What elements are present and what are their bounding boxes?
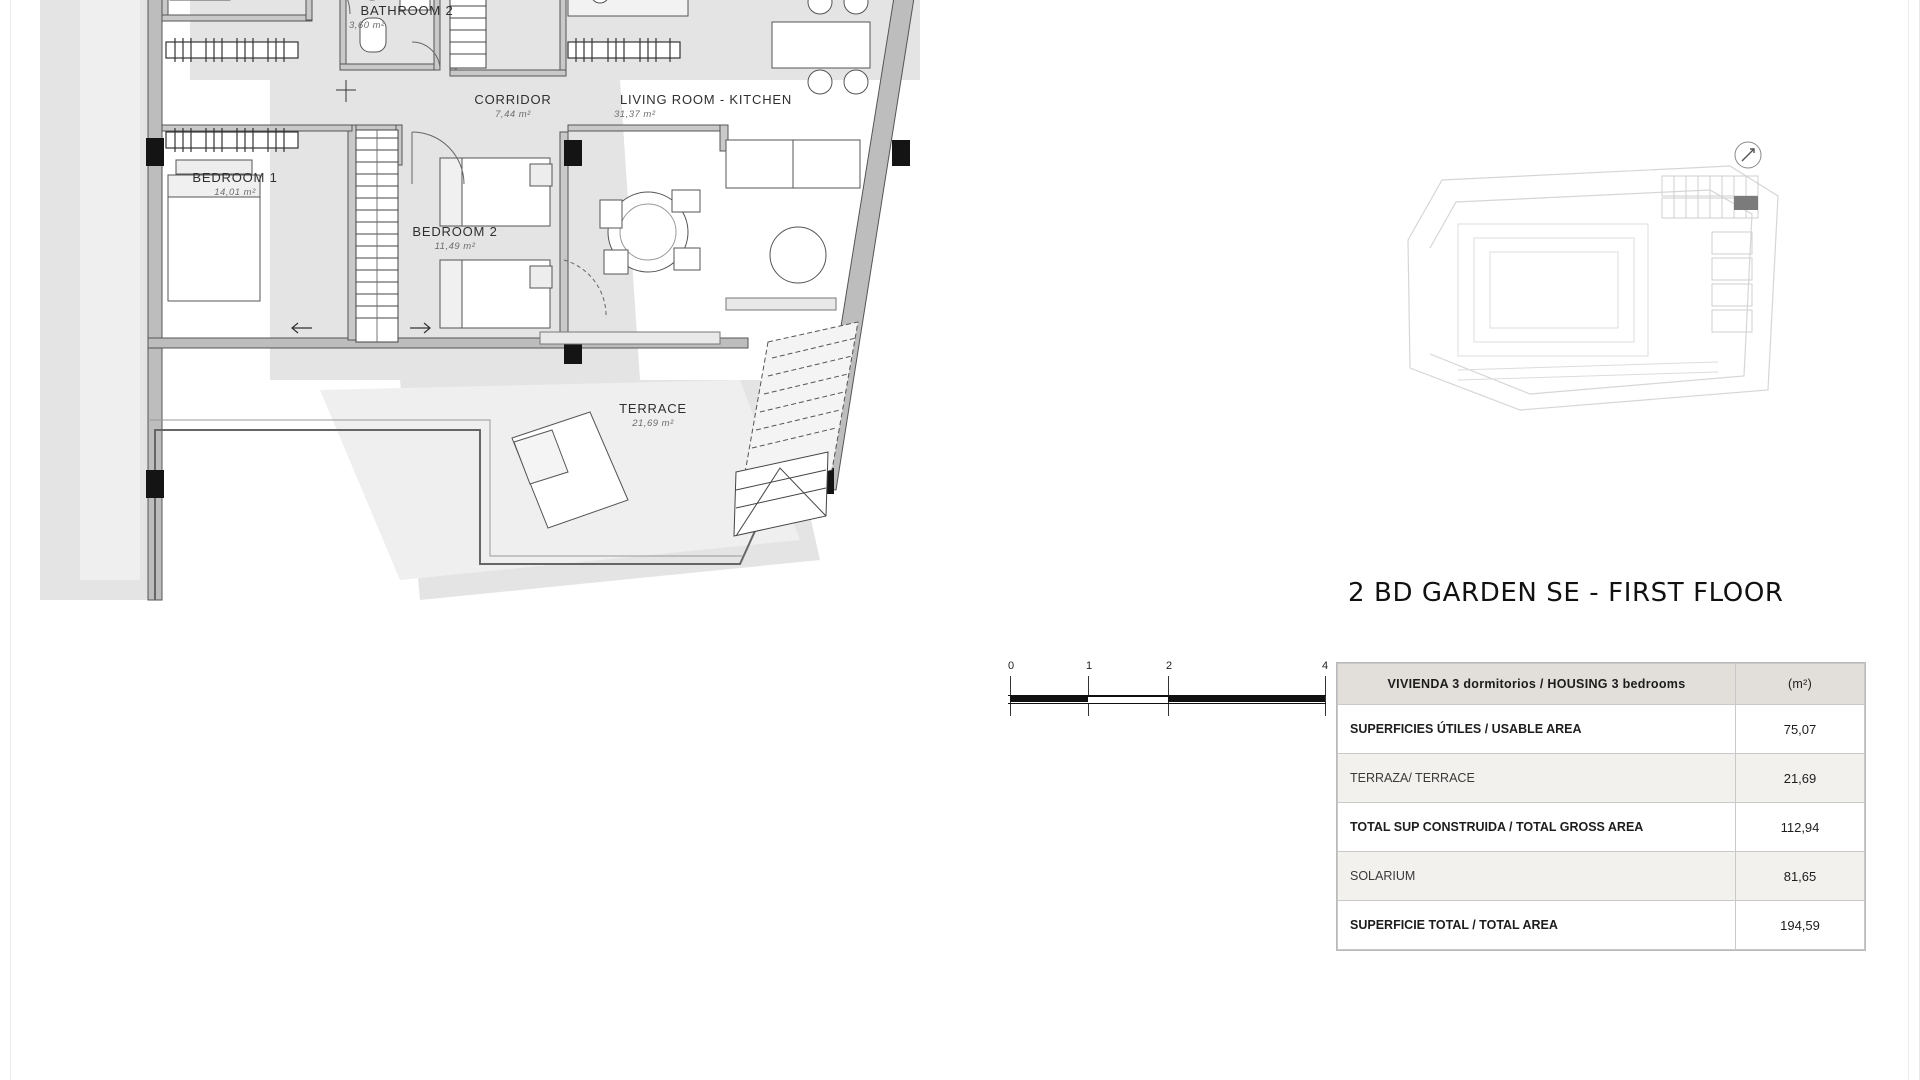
- room-name: BEDROOM 1: [192, 170, 278, 185]
- row-value-usable-area: 75,07: [1736, 705, 1865, 754]
- page-right-margin: [1908, 0, 1920, 1080]
- room-name: TERRACE: [619, 401, 687, 416]
- row-value-total-gross-area: 112,94: [1736, 803, 1865, 852]
- room-name: CORRIDOR: [474, 92, 552, 107]
- scale-label-2: 2: [1166, 660, 1173, 672]
- room-area: 3,60 m²: [349, 20, 385, 31]
- room-area: 21,69 m²: [632, 418, 674, 429]
- floor-plan-drawing: [20, 0, 1140, 760]
- table-header-row: [1338, 664, 1865, 705]
- scale-segment-1: [1010, 696, 1088, 702]
- table-row: [1338, 803, 1865, 852]
- stair-run-left: [356, 130, 398, 342]
- armchair-furniture: [770, 227, 826, 283]
- floor-plan-svg: [20, 0, 1140, 760]
- room-name: LIVING ROOM - KITCHEN: [619, 92, 793, 107]
- row-label-total-gross-area: TOTAL SUP CONSTRUIDA / TOTAL GROSS AREA: [1338, 803, 1736, 852]
- room-label-bedroom-2: [395, 224, 515, 252]
- row-label-total-area: SUPERFICIE TOTAL / TOTAL AREA: [1338, 901, 1736, 950]
- room-label-terrace: [598, 401, 708, 429]
- row-label-usable-area: SUPERFICIES ÚTILES / USABLE AREA: [1338, 705, 1736, 754]
- scale-baseline-bottom: [1008, 703, 1326, 704]
- bed-furniture-bedroom2-a: [440, 158, 552, 226]
- scale-label-1: 1: [1086, 660, 1093, 672]
- kitchen-counter: [568, 0, 688, 16]
- room-label-bedroom-1: [175, 170, 295, 198]
- room-name: BATHROOM 2: [360, 3, 454, 18]
- table-row: [1338, 852, 1865, 901]
- bed-furniture-bedroom2-b: [440, 260, 552, 328]
- area-schedule-table: [1336, 662, 1866, 951]
- scale-tick-4: [1325, 676, 1326, 716]
- room-label-living-room-kitchen: [606, 92, 806, 120]
- dining-table-furniture: [600, 190, 700, 274]
- room-label-bathroom-2: [337, 3, 477, 31]
- room-name: BEDROOM 2: [412, 224, 498, 239]
- page-title: 2 BD GARDEN SE - FIRST FLOOR: [1348, 578, 1784, 608]
- page-left-margin: [0, 0, 11, 1080]
- row-label-terrace: TERRAZA/ TERRACE: [1338, 754, 1736, 803]
- room-area: 31,37 m²: [614, 109, 656, 120]
- room-label-corridor: [458, 92, 568, 120]
- scale-segment-3: [1168, 696, 1325, 702]
- room-area: 11,49 m²: [434, 241, 476, 252]
- sofa-furniture: [726, 140, 860, 188]
- scale-label-4: 4: [1322, 660, 1329, 672]
- table-row: [1338, 705, 1865, 754]
- table-row: [1338, 901, 1865, 950]
- row-label-solarium: SOLARIUM: [1338, 852, 1736, 901]
- row-value-terrace: 21,69: [1736, 754, 1865, 803]
- table-header-title: VIVIENDA 3 dormitorios / HOUSING 3 bedrooms: [1338, 664, 1736, 705]
- room-area: 14,01 m²: [214, 187, 256, 198]
- table-row: [1338, 754, 1865, 803]
- row-value-total-area: 194,59: [1736, 901, 1865, 950]
- room-area: 7,44 m²: [495, 109, 531, 120]
- site-key-plan: [1400, 140, 1790, 430]
- scale-label-0: 0: [1008, 660, 1015, 672]
- table-header-unit: (m²): [1736, 664, 1865, 705]
- site-internal-paths: [1458, 224, 1718, 380]
- scale-bar: [1008, 660, 1338, 720]
- row-value-solarium: 81,65: [1736, 852, 1865, 901]
- highlighted-unit-marker: [1734, 196, 1758, 210]
